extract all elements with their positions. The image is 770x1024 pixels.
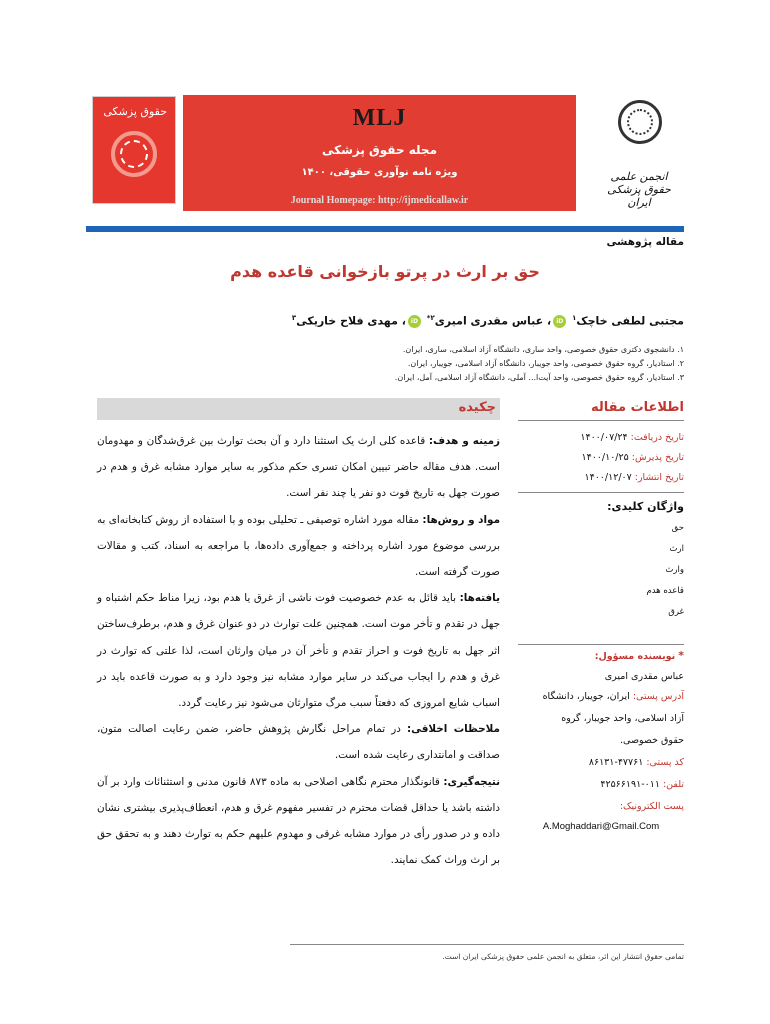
author-list: [292, 314, 684, 328]
article-type: مقاله پژوهشی: [606, 236, 684, 248]
section-text: در تمام مراحل نگارش پژوهش حاضر، ضمن رعایت اصالت متون، صداقت و امانتداری رعایت شده است.: [97, 723, 500, 762]
journal-header: [86, 88, 684, 226]
phone: [518, 779, 684, 790]
author-3: مهدی فلاح خاریکی: [296, 314, 398, 328]
section-label: یافته‌ها:: [459, 592, 500, 605]
section-text: قاعده کلی ارث یک استثنا دارد و آن بحث توارث بین غرق‌شدگان و مهدومان است. هدف مقاله حاضر تبیین امکان تسری حکم مذکور به سایر موارد مشابه غرق و هدم در صورت جهل به تاریخ فوت دو نفر یا چند نفر است.: [97, 435, 500, 500]
journal-cover-image: [92, 96, 176, 204]
email-label: [518, 801, 684, 812]
author-2: عباس مقدری امیری: [434, 314, 544, 328]
divider: [518, 492, 684, 493]
article-info-heading: اطلاعات مقاله: [591, 400, 684, 415]
section-text: باید قائل به عدم خصوصیت فوت ناشی از غرق یا هدم بود، زیرا مناط حکم اشتباه و جهل در تقدم و تأخر موت است. همچنین علت توارث در دو عنوان غرق و هدم، برطرف‌ساختن اثر جهل به تاریخ فوت و احراز تقدم و تأخر آن در میان وارثان است، لذا علتی که توارث در غرق و هدم را ایجاب می‌کند در سایر موارد مشابه نیز وجود دارد و به صورت قاعده باید در اسباب شایع امروزی که دفعتاً سبب مرگ متوارثان می‌شود نیز رعایت گردد.: [97, 592, 500, 710]
article-info-heading-bar: [518, 398, 684, 420]
journal-banner: [183, 95, 576, 211]
orcid-icon[interactable]: iD: [553, 315, 566, 328]
section-label: ملاحظات اخلاقی:: [406, 723, 500, 736]
divider: [518, 420, 684, 421]
postal-label: کد پستی:: [646, 757, 684, 768]
date-value: ۱۴۰۰/۱۰/۲۵: [581, 452, 629, 463]
section-label: نتیجه‌گیری:: [443, 775, 501, 788]
article-title: حق بر ارث در پرتو بازخوانی قاعده هدم: [230, 262, 540, 281]
date-label: تاریخ پذیرش:: [631, 452, 684, 463]
affiliation-3: ۳. استادیار، گروه حقوق خصوصی، واحد آیت‌ا... آملی، دانشگاه آزاد اسلامی، آمل، ایران.: [394, 373, 684, 382]
date-received: [518, 432, 684, 443]
journal-homepage-link[interactable]: Journal Homepage: http://ijmedicallaw.ir: [290, 195, 469, 206]
address-label: آدرس پستی:: [632, 691, 684, 702]
date-value: ۱۴۰۰/۱۲/۰۷: [584, 472, 632, 483]
date-value: ۱۴۰۰/۰۷/۲۴: [580, 432, 628, 443]
date-label: تاریخ دریافت:: [630, 432, 684, 443]
footer-divider: [290, 944, 684, 945]
copyright-notice: تمامی حقوق انتشار این اثر، متعلق به انجمن علمی حقوق پزشکی ایران است.: [442, 952, 684, 961]
author-3-affil: ۳: [291, 314, 297, 322]
email-link[interactable]: A.Moghaddari@Gmail.Com: [542, 821, 660, 832]
abstract-methods: [97, 507, 500, 586]
cover-title: حقوق پزشکی: [103, 105, 167, 118]
orcid-icon[interactable]: iD: [408, 315, 421, 328]
association-logo: [596, 96, 682, 208]
corresponding-heading: [518, 649, 684, 662]
email-label-text: پست الکترونیک:: [619, 801, 684, 812]
date-published: [518, 472, 684, 483]
special-issue: ویژه نامه نوآوری حقوقی، ۱۴۰۰: [301, 167, 458, 178]
section-text: قانونگذار محترم نگاهی اصلاحی به ماده ۸۷۳ قانون مدنی و استثنائات وارد بر آن داشته باشد یا حداقل قضات محترم در تفسیر مفهوم غرق و هدم، انعطاف‌پذیری بیشتری نشان داده و در صدور رأی در موارد مشابه غرقی و مهدوم علیهم حکم به توارث دهند و به تحقق حق بر ارث وراث کمک نمایند.: [97, 775, 500, 867]
abstract-ethics: [97, 716, 500, 768]
author-separator: ،: [547, 314, 552, 328]
address-line: حقوق خصوصی.: [620, 735, 684, 746]
address-line: ایران، جویبار، دانشگاه: [542, 691, 630, 702]
phone-value: ۰۱۱-۴۲۵۶۶۱۹۱: [600, 779, 660, 790]
postal-code: [518, 757, 684, 768]
keyword: غرق: [668, 607, 684, 617]
corresponding-heading-text: نویسنده مسؤول:: [594, 651, 676, 662]
section-label: زمینه و هدف:: [428, 435, 500, 447]
asterisk: *: [678, 649, 684, 662]
affiliation-1: ۱. دانشجوی دکتری حقوق خصوصی، واحد ساری، دانشگاه آزاد اسلامی، ساری، ایران.: [402, 345, 684, 354]
abstract-background: [97, 428, 500, 507]
keyword: ارث: [669, 544, 684, 554]
association-name: انجمن علمی حقوق پزشکی ایران: [607, 170, 671, 209]
abstract-findings: [97, 585, 500, 716]
corresponding-author-box: [518, 644, 684, 845]
phone-label: تلفن:: [662, 779, 684, 790]
date-label: تاریخ انتشار:: [634, 472, 684, 483]
postal-value: ۴۷۷۶۱-۸۶۱۳۱: [588, 757, 644, 768]
date-accepted: [518, 452, 684, 463]
keyword: حق: [671, 523, 684, 533]
author-1: مجتبی لطفی خاچک: [576, 314, 684, 328]
cover-ornament-inner-icon: [120, 140, 148, 168]
seal-inner-icon: [627, 109, 653, 135]
keyword: قاعده هدم: [646, 586, 684, 596]
journal-name: مجله حقوق پزشکی: [321, 143, 438, 157]
author-1-affil: ۱: [572, 314, 577, 322]
abstract-conclusion: [97, 769, 500, 874]
address-line: آزاد اسلامی، واحد جویبار، گروه: [561, 713, 684, 724]
keyword: وارث: [665, 565, 684, 575]
abstract-body: [97, 428, 500, 873]
author-2-affil: ۲*: [426, 314, 435, 322]
author-separator: ،: [401, 314, 406, 328]
affiliation-2: ۲. استادیار، گروه حقوق خصوصی، واحد جویبار، دانشگاه آزاد اسلامی، جویبار، ایران.: [407, 359, 684, 368]
journal-abbr: MLJ: [352, 105, 407, 131]
postal-address: [518, 691, 684, 702]
keywords-heading: واژگان کلیدی:: [607, 500, 684, 513]
header-divider: [86, 226, 684, 232]
section-text: مقاله مورد اشاره توصیفی ـ تحلیلی بوده و با استفاده از روش کتابخانه‌ای به بررسی موضوع مورد اشاره پرداخته و جمع‌آوری داده‌ها، با مراجعه به اسناد، کتب و مقالات صورت گرفته است.: [96, 513, 500, 579]
corresponding-name: عباس مقدری امیری: [604, 671, 684, 682]
section-label: مواد و روش‌ها:: [422, 513, 500, 526]
abstract-heading: چکیده: [458, 400, 496, 415]
abstract-heading-bar: [97, 398, 500, 420]
